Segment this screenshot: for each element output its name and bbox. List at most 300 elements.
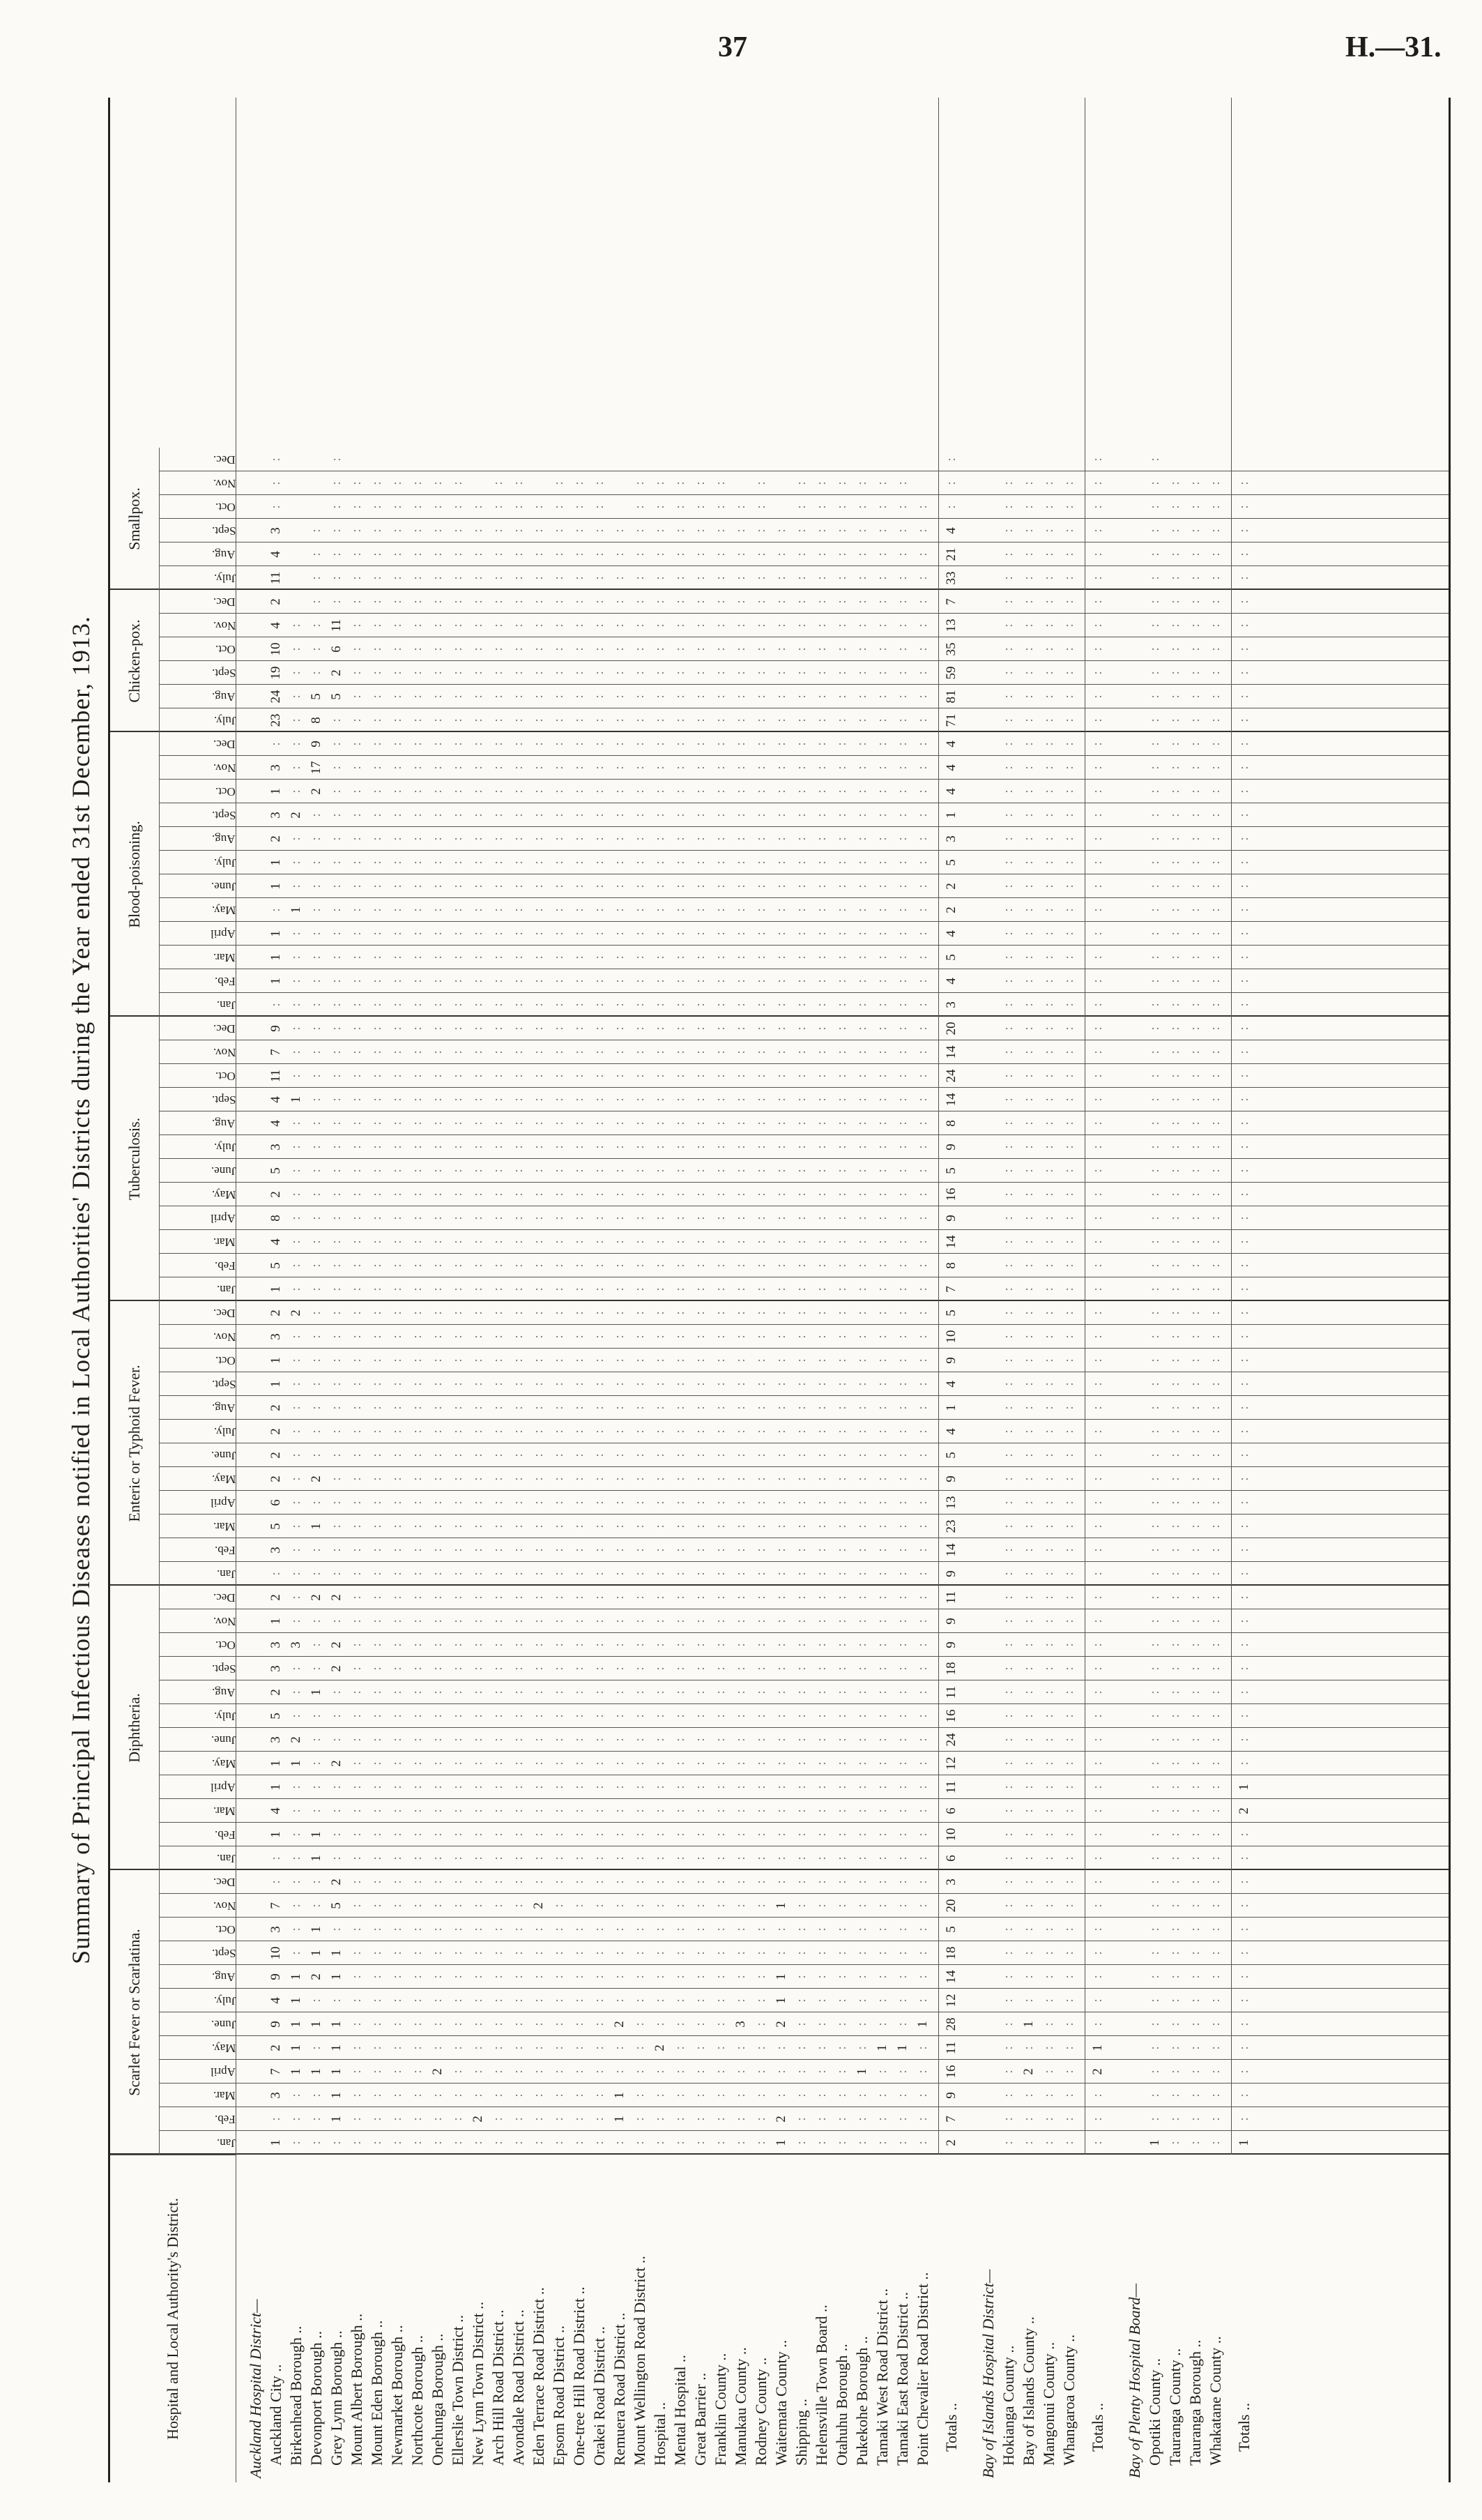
table-cell: : [834,1501,849,1505]
table-cell: : [1147,1785,1162,1789]
totals-rule [938,98,939,2155]
table-cell: : [289,671,303,675]
table-cell: : [410,1998,425,2003]
table-cell: : [551,742,566,746]
table-cell: : [1188,1832,1202,1837]
table-cell: : [450,884,465,888]
table-cell: : [1021,908,1036,912]
table-cell: : [1168,1951,1182,1955]
table-cell: : [1168,576,1182,580]
table-cell: : [410,1785,425,1789]
table-cell: 4 [268,551,283,558]
table-cell: : [693,505,708,509]
table-cell: : [1168,979,1182,983]
table-cell: : [632,979,647,983]
table-cell: : [511,1951,526,1955]
table-cell: : [834,1667,849,1671]
table-cell: : [713,742,728,746]
table-cell: : [329,813,344,817]
table-cell: : [450,932,465,936]
table-cell: : [1001,1406,1016,1410]
table-cell: : [309,1121,323,1125]
table-cell: : [511,1880,526,1884]
month-label: Jan. [217,1568,236,1581]
table-cell: : [1208,1548,1223,1552]
table-cell: : [855,1975,869,1979]
table-cell: 2 [309,1594,323,1601]
table-cell: : [895,505,910,509]
table-cell: : [410,1003,425,1007]
table-cell: : [1208,1311,1223,1315]
table-cell: : [895,1121,910,1125]
table-cell: : [632,932,647,936]
table-cell: : [329,1572,344,1576]
table-cell: : [754,1169,768,1173]
table-cell: : [612,1619,627,1623]
table-cell: : [592,505,606,509]
table-cell: : [1041,1287,1056,1291]
table-cell: : [349,1477,364,1481]
table-cell: : [511,1548,526,1552]
table-cell: : [369,1074,384,1078]
table-cell: : [1001,1548,1016,1552]
table-cell: : [834,1003,849,1007]
table-cell: : [572,1121,586,1125]
table-cell: : [794,481,809,485]
table-cell: : [450,2117,465,2121]
table-cell: : [652,1406,667,1410]
table-cell: : [1208,1145,1223,1149]
table-cell: : [774,955,788,959]
table-cell: : [289,1785,303,1789]
table-cell: : [430,813,445,817]
table-cell: : [511,789,526,794]
table-cell: : [410,1453,425,1457]
table-cell: : [834,1951,849,1955]
table-cell: : [814,1216,829,1220]
table-cell: : [1090,1240,1105,1244]
table-cell: : [733,1311,748,1315]
table-cell: : [774,837,788,841]
page-number: 37 [718,31,747,63]
table-cell: : [652,529,667,533]
table-cell: : [855,529,869,533]
table-cell: : [794,671,809,675]
table-cell: : [390,1240,404,1244]
table-cell: : [329,1429,344,1434]
table-cell: : [814,481,829,485]
table-cell: : [1208,1714,1223,1718]
table-cell: : [875,576,889,580]
row-label: Tamaki East Road District .. [894,2292,911,2466]
table-cell: : [1041,1761,1056,1766]
table-cell: : [289,1121,303,1125]
table-cell: : [572,1690,586,1694]
table-cell: : [309,1643,323,1647]
table-cell: : [733,2141,748,2145]
table-cell: : [733,1667,748,1671]
table-cell: : [774,1572,788,1576]
table-cell: : [1001,1026,1016,1031]
row-label: New Lynn Town District .. [469,2301,487,2466]
table-cell: : [531,1975,546,1979]
table-cell: : [713,1761,728,1766]
table-cell: : [511,552,526,556]
table-cell: : [1062,1169,1076,1173]
month-header [159,732,236,756]
table-cell: : [834,1406,849,1410]
table-cell: : [309,1572,323,1576]
table-cell: : [430,718,445,722]
table-cell: : [834,1690,849,1694]
table-cell: : [410,837,425,841]
table-cell: : [632,1927,647,1931]
table-cell: : [1090,1074,1105,1078]
table-cell: : [1208,789,1223,794]
table-cell: 1 [268,883,283,890]
table-cell: : [713,1358,728,1363]
table-cell: : [713,1311,728,1315]
table-cell: : [369,1358,384,1363]
table-cell: : [1147,1429,1162,1434]
month-label: July. [213,856,236,870]
table-cell: : [289,1690,303,1694]
table-cell: : [855,2022,869,2026]
table-cell: : [531,1572,546,1576]
table-cell: : [450,1738,465,1742]
table-cell: : [895,1074,910,1078]
table-cell: : [1062,647,1076,651]
table-cell: : [713,1595,728,1600]
table-cell: : [1090,1382,1105,1386]
table-cell: : [794,837,809,841]
table-cell: : [713,813,728,817]
table-cell: : [592,1406,606,1410]
table-cell: : [834,1832,849,1837]
table-cell: : [592,1477,606,1481]
table-cell: : [673,1548,687,1552]
table-cell: : [450,1785,465,1789]
table-cell: : [693,1216,708,1220]
month-header [159,1183,236,1206]
table-cell: 5 [268,1167,283,1174]
table-cell: : [632,1121,647,1125]
table-cell: : [814,1690,829,1694]
table-cell: : [1001,837,1016,841]
table-cell: : [531,979,546,983]
table-cell: : [551,1548,566,1552]
table-cell: : [410,576,425,580]
table-cell: : [673,1216,687,1220]
table-cell: : [814,2046,829,2050]
table-cell: : [369,529,384,533]
table-cell: : [1168,1026,1182,1031]
table-cell: : [551,1714,566,1718]
table-cell: : [1168,1406,1182,1410]
table-cell: 1 [268,930,283,937]
table-cell: : [369,1975,384,1979]
table-cell: : [1062,1358,1076,1363]
table-cell: : [369,1548,384,1552]
table-cell: : [652,1287,667,1291]
table-cell: : [1147,789,1162,794]
table-cell: : [390,1003,404,1007]
table-cell: : [895,1832,910,1837]
table-cell: : [551,2117,566,2121]
table-cell: : [774,1003,788,1007]
table-cell: : [349,718,364,722]
table-cell: : [491,1145,505,1149]
table-cell: : [774,1524,788,1528]
table-cell: : [430,1643,445,1647]
table-cell: : [693,576,708,580]
table-cell: : [329,2141,344,2145]
table-cell: : [410,1738,425,1742]
table-cell: : [632,1145,647,1149]
table-cell: : [754,837,768,841]
table-cell: : [855,1524,869,1528]
table-cell: 3 [268,1736,283,1743]
table-cell: : [531,1951,546,1955]
table-cell: : [652,1335,667,1339]
table-cell: : [1147,1998,1162,2003]
table-cell: : [1001,1595,1016,1600]
table-cell: : [450,481,465,485]
table-cell: : [1001,1074,1016,1078]
table-cell: : [814,1477,829,1481]
table-cell: : [1168,1880,1182,1884]
table-cell: : [572,1263,586,1268]
table-cell: : [875,647,889,651]
table-cell: 19 [268,666,283,680]
table-cell: : [713,600,728,604]
table-cell: : [855,505,869,509]
table-cell: : [592,1785,606,1789]
table-cell: : [349,860,364,865]
table-cell: : [390,766,404,770]
table-cell: : [834,932,849,936]
table-cell: : [875,1951,889,1955]
table-cell: : [329,1121,344,1125]
table-cell: : [551,552,566,556]
table-cell: : [410,1145,425,1149]
table-cell: : [1062,576,1076,580]
table-cell: : [1041,1477,1056,1481]
table-cell: : [855,1003,869,1007]
month-header [159,1396,236,1420]
table-cell: : [592,1287,606,1291]
table-cell: 8 [309,717,323,724]
table-cell: : [774,671,788,675]
table-cell: : [430,647,445,651]
table-cell: : [1021,1714,1036,1718]
table-cell: : [855,1643,869,1647]
table-cell: : [1237,718,1251,722]
table-cell: : [1147,1548,1162,1552]
table-cell: : [390,1785,404,1789]
table-cell: : [1090,694,1105,699]
table-cell: : [592,1145,606,1149]
table-cell: : [875,1429,889,1434]
table-cell: : [673,813,687,817]
table-cell: : [1147,766,1162,770]
table-cell: : [915,1003,930,1007]
table-cell: : [794,860,809,865]
table-cell: : [1021,1998,1036,2003]
table-cell: : [572,1050,586,1054]
table-cell: : [1188,671,1202,675]
table-cell: : [349,481,364,485]
table-cell: 1 [289,1760,303,1767]
table-cell: : [834,884,849,888]
table-cell: : [410,505,425,509]
table-cell: : [814,1572,829,1576]
table-cell: : [450,789,465,794]
table-cell: : [673,1074,687,1078]
table-cell: : [1021,1501,1036,1505]
table-cell: : [774,1667,788,1671]
table-cell: : [814,647,829,651]
table-cell: : [268,1880,283,1884]
table-cell: : [410,979,425,983]
table-cell: : [1147,908,1162,912]
table-cell: : [814,979,829,983]
table-cell: : [1208,1880,1223,1884]
table-cell: : [1021,1098,1036,1102]
totals-label: Totals .. [1089,2403,1106,2452]
table-cell: : [794,1951,809,1955]
table-cell: : [673,1311,687,1315]
table-cell: : [632,1406,647,1410]
table-cell: : [531,1335,546,1339]
table-cell: 4 [944,930,958,937]
table-cell: : [572,1026,586,1031]
table-cell: : [309,1501,323,1505]
table-cell: : [369,1619,384,1623]
table-cell: : [1188,2022,1202,2026]
table-cell: : [1208,1643,1223,1647]
table-cell: : [713,1335,728,1339]
table-cell: : [349,1856,364,1860]
month-label: Aug. [212,1117,236,1130]
table-cell: : [1168,1785,1182,1789]
table-cell: : [1021,647,1036,651]
table-cell: : [754,1311,768,1315]
table-cell: : [1021,1429,1036,1434]
table-cell: : [944,505,958,509]
table-cell: : [754,2093,768,2097]
row-label: Avondale Road District .. [510,2309,527,2466]
table-cell: : [1237,552,1251,556]
table-cell: : [733,1335,748,1339]
table-cell: : [652,1216,667,1220]
table-cell: : [794,1453,809,1457]
table-cell: : [592,647,606,651]
table-cell: : [1041,2093,1056,2097]
table-cell: : [1041,600,1056,604]
table-cell: : [592,1263,606,1268]
table-cell: : [450,718,465,722]
table-cell: : [895,932,910,936]
table-cell: : [652,1809,667,1813]
table-cell: : [652,2117,667,2121]
table-cell: : [430,742,445,746]
table-cell: : [673,955,687,959]
table-cell: : [834,1714,849,1718]
table-cell: : [855,1832,869,1837]
table-cell: : [289,1714,303,1718]
table-cell: : [289,1453,303,1457]
table-cell: : [309,1382,323,1386]
table-cell: : [915,837,930,841]
table-cell: : [1041,481,1056,485]
table-cell: : [1001,600,1016,604]
table-cell: : [531,1809,546,1813]
table-cell: : [1041,1738,1056,1742]
table-cell: : [592,481,606,485]
table-cell: : [612,955,627,959]
table-cell: : [1062,1287,1076,1291]
table-cell: : [1168,623,1182,628]
table-cell: : [915,623,930,628]
table-cell: : [349,1572,364,1576]
table-cell: : [450,955,465,959]
table-cell: : [309,600,323,604]
table-cell: : [349,1074,364,1078]
table-cell: : [1208,1667,1223,1671]
table-cell: : [713,2117,728,2121]
table-cell: : [1237,671,1251,675]
table-cell: : [814,1098,829,1102]
table-cell: : [754,1595,768,1600]
table-cell: : [572,1667,586,1671]
table-cell: : [1062,2117,1076,2121]
table-cell: : [632,1951,647,1955]
table-cell: : [1188,884,1202,888]
month-header [159,614,236,637]
table-cell: 3 [268,1144,283,1151]
table-cell: : [1062,2093,1076,2097]
table-cell: : [713,837,728,841]
table-cell: : [895,718,910,722]
table-cell: : [471,1192,485,1197]
table-cell: : [834,1524,849,1528]
table-cell: : [915,529,930,533]
table-cell: : [289,860,303,865]
table-cell: : [491,1880,505,1884]
table-cell: : [1208,529,1223,533]
table-cell: : [774,1595,788,1600]
table-cell: : [652,1548,667,1552]
table-cell: : [1237,2117,1251,2121]
table-cell: : [471,979,485,983]
table-cell: : [612,1785,627,1789]
table-cell: : [673,979,687,983]
table-cell: : [794,1216,809,1220]
table-cell: : [592,1216,606,1220]
table-cell: : [754,1216,768,1220]
table-cell: : [632,1619,647,1623]
table-cell: : [673,623,687,628]
table-cell: : [1062,1192,1076,1197]
table-cell: : [572,1548,586,1552]
table-cell: : [491,1382,505,1386]
table-cell: : [1001,1145,1016,1149]
table-cell: : [774,1121,788,1125]
table-cell: : [349,813,364,817]
table-cell: : [289,932,303,936]
table-cell: : [511,505,526,509]
